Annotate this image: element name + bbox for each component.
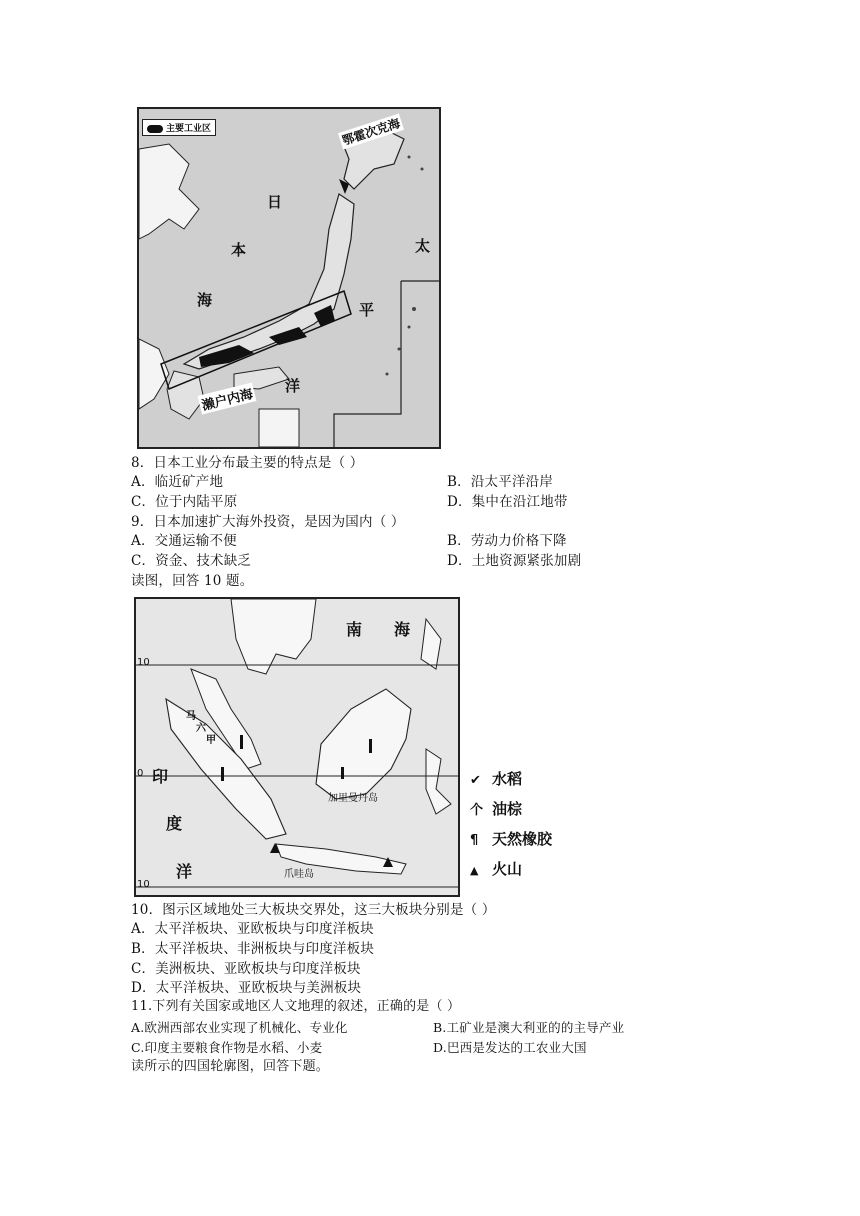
q11-option-c[interactable]: C.印度主要粮食作物是水稻、小麦 [131, 1040, 323, 1055]
next-question-intro: 读所示的四国轮廓图，回答下题。 [131, 1059, 330, 1074]
sea-of-japan-label-2: 本 [231, 241, 247, 259]
lat-10-north-label: 10 [137, 657, 150, 668]
pacific-label-1: 太 [415, 237, 431, 255]
q10-option-d[interactable]: D．太平洋板块、亚欧板块与美洲板块 [131, 980, 362, 996]
lat-0-label: 0 [137, 768, 144, 779]
legend-label-rubber: 天然橡胶 [492, 830, 553, 848]
q9-option-c[interactable]: C．资金、技术缺乏 [131, 553, 252, 569]
southeast-asia-map [134, 597, 460, 897]
legend-label: 主要工业区 [166, 124, 212, 134]
q8-option-a[interactable]: A．临近矿产地 [131, 474, 224, 490]
q11-option-b[interactable]: B.工矿业是澳大利亚的的主导产业 [433, 1020, 625, 1035]
industrial-zone-legend-icon [147, 125, 163, 133]
q10-option-b[interactable]: B．太平洋板块、非洲板块与印度洋板块 [131, 941, 375, 957]
q10-option-c[interactable]: C．美洲板块、亚欧板块与印度洋板块 [131, 961, 361, 977]
japan-map-drawing [139, 109, 439, 447]
q9-option-a[interactable]: A．交通运输不便 [131, 533, 237, 549]
setonaikai-label: 濑户内海 [198, 383, 257, 415]
q10-intro: 读图，回答 10 题。 [131, 573, 254, 589]
legend-row-oil-palm [470, 795, 552, 825]
south-china-sea-label-2: 海 [394, 620, 411, 639]
okhotsk-sea-label: 鄂霍次克海 [338, 114, 404, 150]
q8-option-b[interactable]: B．沿太平洋沿岸 [447, 474, 554, 490]
sea-of-japan-label-1: 日 [267, 193, 283, 211]
q8-option-c[interactable]: C．位于内陆平原 [131, 494, 238, 510]
malacca-label-3: 甲 [206, 735, 216, 746]
q9-option-d[interactable]: D．土地资源紧张加剧 [447, 553, 582, 569]
legend-label-oil-palm: 油棕 [492, 800, 523, 818]
kalimantan-label: 加里曼丹岛 [328, 793, 378, 804]
sea-map-drawing [136, 599, 458, 895]
java-label: 爪哇岛 [284, 869, 314, 880]
south-china-sea-label-1: 南 [346, 620, 363, 639]
legend-label-volcano: 火山 [492, 860, 523, 878]
malacca-label-2: 六 [196, 723, 206, 734]
q11-option-d[interactable]: D.巴西是发达的工农业大国 [433, 1040, 587, 1055]
japan-map-legend [142, 119, 216, 136]
sea-of-japan-label-3: 海 [197, 291, 213, 309]
indian-ocean-label-2: 度 [166, 814, 183, 833]
rubber-icon: ¶ [470, 833, 479, 848]
oil-palm-icon: 个 [470, 803, 484, 818]
q9-option-b[interactable]: B．劳动力价格下降 [447, 533, 567, 549]
q10-stem: 10．图示区域地处三大板块交界处，这三大板块分别是（ ） [131, 902, 496, 918]
q11-option-a[interactable]: A.欧洲西部农业实现了机械化、专业化 [131, 1020, 348, 1035]
japan-industry-map [137, 107, 441, 449]
pacific-label-3: 洋 [285, 377, 301, 395]
rice-icon: ✔ [470, 773, 481, 788]
legend-row-volcano [470, 855, 552, 885]
malacca-label-1: 马 [186, 711, 196, 722]
legend-row-rice [470, 765, 552, 795]
legend-label-rice: 水稻 [492, 770, 523, 788]
volcano-icon: ▲ [470, 864, 479, 877]
q9-stem: 9．日本加速扩大海外投资，是因为国内（ ） [131, 514, 405, 530]
indian-ocean-label-1: 印 [152, 767, 169, 786]
q11-stem: 11.下列有关国家或地区人文地理的叙述，正确的是（ ） [131, 999, 461, 1014]
legend-row-rubber [470, 825, 552, 855]
q8-stem: 8．日本工业分布最主要的特点是（ ） [131, 455, 364, 471]
lat-10-south-label: 10 [137, 879, 150, 890]
sea-map-legend [470, 765, 552, 885]
indian-ocean-label-3: 洋 [176, 862, 193, 881]
q10-option-a[interactable]: A．太平洋板块、亚欧板块与印度洋板块 [131, 921, 374, 937]
q8-option-d[interactable]: D．集中在沿江地带 [447, 494, 568, 510]
pacific-label-2: 平 [359, 301, 375, 319]
